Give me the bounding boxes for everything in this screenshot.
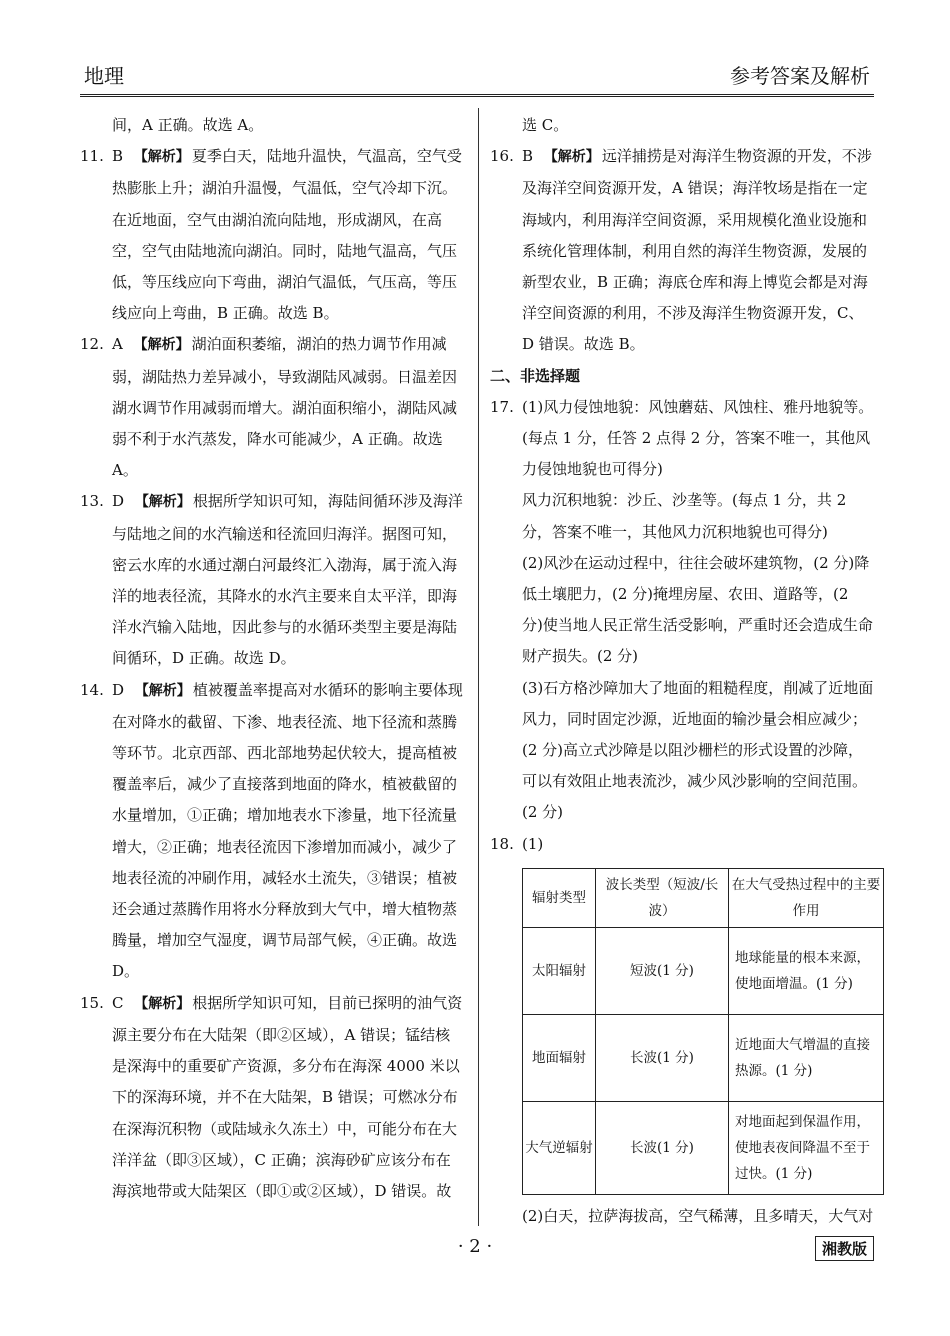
- answer-letter: B: [522, 147, 534, 166]
- answer-paragraph: 风力沉积地貌：沙丘、沙垄等。(每点 1 分，共 2 分，答案不唯一，其他风力沉积地貌也可得分): [522, 491, 847, 541]
- table-cell: 对地面起到保温作用，使地表夜间降温不至于过快。(1 分): [729, 1101, 884, 1194]
- continuation-text: 间，A 正确。故选 A。: [112, 116, 264, 134]
- table-cell: 长波(1 分): [596, 1101, 729, 1194]
- continuation-text: 选 C。: [522, 116, 569, 134]
- answer-item-13: [80, 486, 464, 674]
- table-cell: 大气逆辐射: [523, 1101, 596, 1194]
- analysis-tag: 【解析】: [134, 995, 191, 1012]
- answer-item-16: [490, 141, 874, 360]
- analysis-text: 夏季白天，陆地升温快，气温高，空气受热膨胀上升；湖泊升温慢，气温低，空气冷却下沉。在近地面，空气由湖泊流向陆地，形成湖风，在高空，空气由陆地流向湖泊。同时，陆地气温高，气压低，等压线应向下弯曲，湖泊气温低，气压高，等压线应向上弯曲，B 正确。故选 B。: [112, 147, 462, 323]
- answer-item-17: [490, 392, 874, 829]
- column-divider: [478, 108, 479, 1226]
- analysis-tag: 【解析】: [134, 682, 191, 699]
- table-row: [523, 1101, 884, 1194]
- radiation-table: [522, 868, 884, 1195]
- subject-label: 地理: [84, 64, 124, 88]
- table-cell: 地面辐射: [523, 1014, 596, 1101]
- answer-item-18: [490, 829, 874, 860]
- edition-badge: 湘教版: [815, 1236, 874, 1261]
- analysis-tag: 【解析】: [133, 149, 190, 166]
- analysis-text: 植被覆盖率提高对水循环的影响主要体现在对降水的截留、下渗、地表径流、地下径流和蒸腾等环节。北京西部、西北部地势起伏较大，提高植被覆盖率后，减少了直接落到地面的降水，植被截留的水量增加，①正确；增加地表水下渗量，地下径流量增大，②正确；地表径流因下渗增加而减小，减少了地表径流的冲刷作用，减轻水土流失，③错误；植被还会通过蒸腾作用将水分释放到大气中，增大植物蒸腾量，增加空气湿度，调节局部气候，④正确。故选 D。: [112, 680, 463, 981]
- answer-paragraph: (2)白天，拉萨海拔高，空气稀薄，且多晴天，大气对: [522, 1206, 874, 1225]
- analysis-tag: 【解析】: [134, 494, 191, 511]
- answer-letter: B: [112, 147, 124, 166]
- item-number: 14.: [80, 680, 104, 699]
- item-number: 13.: [80, 492, 104, 511]
- analysis-text: 湖泊面积萎缩，湖泊的热力调节作用减弱，湖陆热力差异减小，导致湖陆风减弱。日温差因湖水调节作用减弱而增大。湖泊面积缩小，湖陆风减弱不利于水汽蒸发，降水可能减少，A 正确。故选 A。: [112, 335, 458, 480]
- table-cell: 太阳辐射: [523, 927, 596, 1014]
- table-header-row: [523, 868, 884, 927]
- table-header-cell: 辐射类型: [523, 868, 596, 927]
- answer-paragraph: (1)风力侵蚀地貌：风蚀蘑菇、风蚀柱、雅丹地貌等。(每点 1 分，任答 2 点得 2 分，答案不唯一，其他风力侵蚀地貌也可得分): [522, 397, 874, 479]
- table-row: [523, 927, 884, 1014]
- answer-item-11: [80, 141, 464, 329]
- analysis-tag: 【解析】: [133, 337, 190, 354]
- analysis-text: 根据所学知识可知，海陆间循环涉及海洋与陆地之间的水汽输送和径流回归海洋。据图可知，密云水库的水通过潮白河最终汇入渤海，属于流入海洋的地表径流，其降水的水汽主要来自太平洋，即海洋水汽输入陆地，因此参与的水循环类型主要是海陆间循环，D 正确。故选 D。: [112, 492, 463, 668]
- section-heading: 二、非选择题: [490, 366, 581, 385]
- page-number: · 2 ·: [457, 1236, 493, 1257]
- answer-letter: A: [112, 335, 123, 354]
- table-header-cell: 波长类型（短波/长波）: [596, 868, 729, 927]
- answer-paragraph: (3)石方格沙障加大了地面的粗糙程度，削减了近地面风力，同时固定沙源，近地面的输沙量会相应减少；(2 分)高立式沙障是以阻沙栅栏的形式设置的沙障，可以有效阻止地表流沙，减少风沙影响的空间范围。(2 分): [522, 678, 874, 822]
- left-column: [80, 110, 464, 1207]
- table-cell: 短波(1 分): [596, 927, 729, 1014]
- answer-item-12: [80, 329, 464, 486]
- table-header-cell: 在大气受热过程中的主要作用: [729, 868, 884, 927]
- answer-letter: D: [112, 492, 125, 511]
- table-row: [523, 1014, 884, 1101]
- item-number: 11.: [80, 147, 104, 166]
- table-cell: 近地面大气增温的直接热源。(1 分): [729, 1014, 884, 1101]
- item-number: 15.: [80, 993, 104, 1012]
- answer-letter: D: [112, 680, 125, 699]
- right-column: [490, 110, 881, 1232]
- analysis-text: 根据所学知识可知，目前已探明的油气资源主要分布在大陆架（即②区域），A 错误；锰结核是深海中的重要矿产资源，多分布在海深 4000 米以下的深海环境，并不在大陆架，B 错误；可燃冰分布在深海沉积物（或陆域永久冻土）中，可能分布在大洋洋盆（即③区域），C 正确；滨海砂矿应该分布在海滨地带或大陆架区（即①或②区域），D 错误。故: [112, 993, 463, 1200]
- answer-item-15: [80, 988, 464, 1207]
- page-header: [80, 56, 874, 97]
- sub-question-label: (1): [522, 834, 544, 853]
- table-cell: 长波(1 分): [596, 1014, 729, 1101]
- answer-paragraph: (2)风沙在运动过程中，往往会破坏建筑物，(2 分)降低土壤肥力，(2 分)掩埋房屋、农田、道路等，(2 分)使当地人民正常生活受影响，严重时还会造成生命财产损失。(2 分): [522, 553, 873, 666]
- analysis-tag: 【解析】: [543, 149, 600, 166]
- item-number: 12.: [80, 335, 104, 354]
- item-number: 16.: [490, 147, 514, 166]
- answer-letter: C: [112, 993, 124, 1012]
- header-title: 参考答案及解析: [730, 64, 870, 88]
- table-cell: 地球能量的根本来源，使地面增温。(1 分): [729, 927, 884, 1014]
- item-number: 17.: [490, 397, 514, 416]
- analysis-text: 远洋捕捞是对海洋生物资源的开发，不涉及海洋空间资源开发，A 错误；海洋牧场是指在一定海域内，利用海洋空间资源，采用规模化渔业设施和系统化管理体制，利用自然的海洋生物资源，发展的新型农业，B 正确；海底仓库和海上博览会都是对海洋空间资源的利用，不涉及海洋生物资源开发，C、D 错误。故选 B。: [522, 147, 872, 354]
- item-number: 18.: [490, 834, 514, 853]
- answer-item-14: [80, 675, 464, 988]
